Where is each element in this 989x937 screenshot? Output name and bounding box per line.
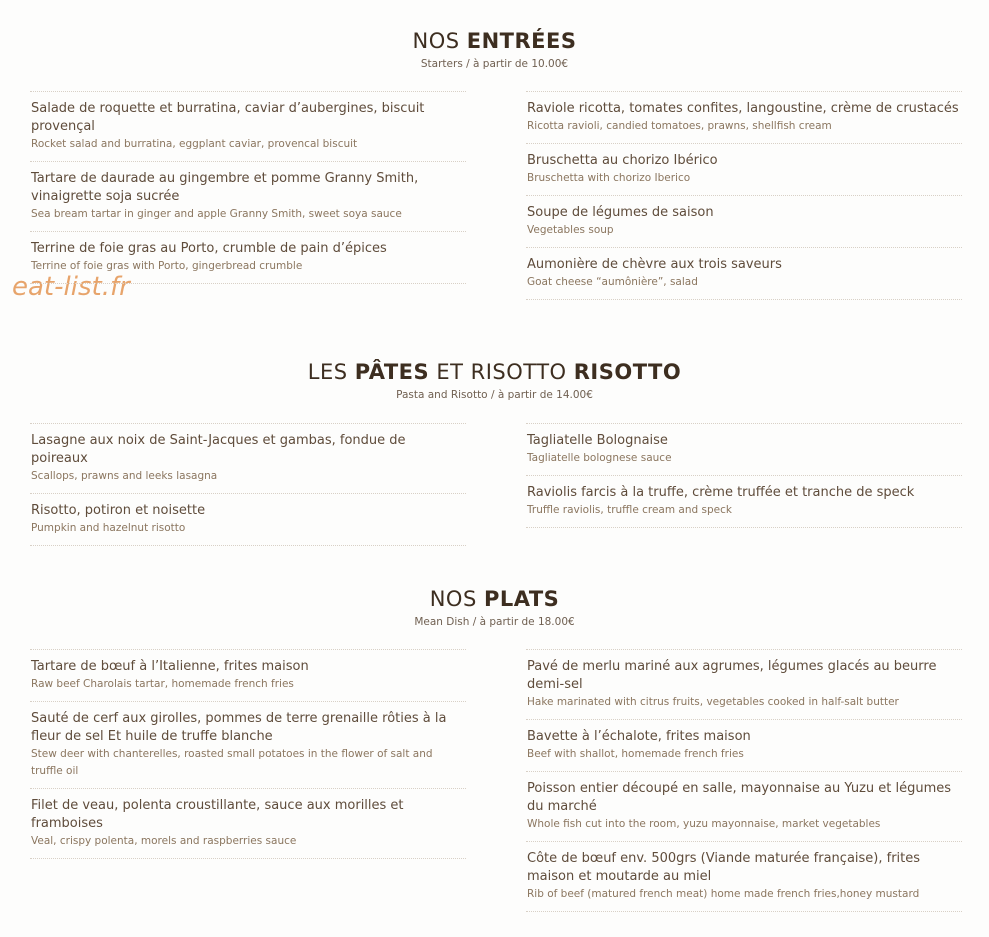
dish-description: Ricotta ravioli, candied tomatoes, prawns, shellfish cream xyxy=(527,120,832,132)
section-subtitle: Mean Dish / à partir de 18.00€ xyxy=(414,616,575,628)
dish-name: Bavette à l’échalote, frites maison xyxy=(527,729,751,744)
section-subtitle: Pasta and Risotto / à partir de 14.00€ xyxy=(396,389,593,401)
menu-item xyxy=(526,475,962,528)
left-column xyxy=(30,91,466,284)
left-column xyxy=(30,649,466,859)
watermark-logo: eat-list.fr xyxy=(12,272,130,302)
dish-description: Rib of beef (matured french meat) home made french fries,honey mustard xyxy=(527,888,920,900)
section-subtitle: Starters / à partir de 10.00€ xyxy=(420,58,569,70)
menu-item xyxy=(526,247,962,300)
menu-item xyxy=(526,91,962,143)
dish-name: Terrine de foie gras au Porto, crumble de pain d’épices xyxy=(31,241,387,256)
dish-description: Terrine of foie gras with Porto, gingerbread crumble xyxy=(31,260,303,272)
menu-item xyxy=(526,195,962,247)
menu-item xyxy=(30,701,466,788)
section-plats xyxy=(0,586,989,629)
menu-item xyxy=(30,649,466,701)
dish-name: Sauté de cerf aux girolles, pommes de terre grenaille rôties à la fleur de sel Et huile de truffe blanche xyxy=(31,711,447,744)
right-column xyxy=(526,649,962,912)
dish-name: Filet de veau, polenta croustillante, sauce aux morilles et framboises xyxy=(31,798,404,831)
menu-item xyxy=(526,423,962,475)
dish-description: Raw beef Charolais tartar, homemade french fries xyxy=(31,678,294,690)
menu-item xyxy=(30,91,466,161)
dish-name: Pavé de merlu mariné aux agrumes, légumes glacés au beurre demi-sel xyxy=(527,659,937,692)
section-pates xyxy=(0,359,989,402)
dish-description: Scallops, prawns and leeks lasagna xyxy=(31,470,218,482)
section-title: NOS ENTRÉES xyxy=(412,29,577,53)
dish-description: Goat cheese “aumônière”, salad xyxy=(527,276,698,288)
dish-description: Rocket salad and burratina, eggplant caviar, provencal biscuit xyxy=(31,138,358,150)
dish-name: Salade de roquette et burratina, caviar d’aubergines, biscuit provençal xyxy=(31,101,425,134)
dish-description: Truffle raviolis, truffle cream and speck xyxy=(527,504,732,516)
dish-description: Stew deer with chanterelles, roasted small potatoes in the flower of salt and truffle oil xyxy=(31,748,433,777)
section-header xyxy=(0,359,989,402)
dish-description: Vegetables soup xyxy=(527,224,614,236)
dish-name: Côte de bœuf env. 500grs (Viande maturée française), frites maison et moutarde au miel xyxy=(527,851,921,884)
section-title: LES PÂTES ET RISOTTO RISOTTO xyxy=(307,360,682,384)
menu-item xyxy=(526,649,962,719)
dish-name: Tartare de daurade au gingembre et pomme Granny Smith, vinaigrette soja sucrée xyxy=(31,171,419,204)
dish-description: Hake marinated with citrus fruits, vegetables cooked in half-salt butter xyxy=(527,696,899,708)
menu-item xyxy=(30,493,466,546)
menu-item xyxy=(30,161,466,231)
dish-name: Tartare de bœuf à l’Italienne, frites maison xyxy=(31,659,309,674)
menu-item xyxy=(526,143,962,195)
menu-item xyxy=(30,788,466,859)
menu-item xyxy=(30,231,466,284)
dish-name: Tagliatelle Bolognaise xyxy=(527,433,668,448)
section-header xyxy=(0,28,989,71)
menu-item xyxy=(30,423,466,493)
dish-name: Poisson entier découpé en salle, mayonnaise au Yuzu et légumes du marché xyxy=(527,781,952,814)
dish-description: Beef with shallot, homemade french fries xyxy=(527,748,744,760)
right-column xyxy=(526,423,962,528)
section-header xyxy=(0,586,989,629)
menu-item xyxy=(526,719,962,771)
dish-name: Bruschetta au chorizo Ibérico xyxy=(527,153,718,168)
dish-name: Aumonière de chèvre aux trois saveurs xyxy=(527,257,782,272)
dish-name: Raviolis farcis à la truffe, crème truffée et tranche de speck xyxy=(527,485,915,500)
dish-name: Soupe de légumes de saison xyxy=(527,205,714,220)
section-entrees xyxy=(0,28,989,71)
menu-item xyxy=(526,771,962,841)
dish-description: Veal, crispy polenta, morels and raspberries sauce xyxy=(31,835,297,847)
left-column xyxy=(30,423,466,546)
menu-item xyxy=(526,841,962,912)
dish-name: Risotto, potiron et noisette xyxy=(31,503,206,518)
dish-name: Raviole ricotta, tomates confites, langoustine, crème de crustacés xyxy=(527,101,959,116)
dish-description: Sea bream tartar in ginger and apple Granny Smith, sweet soya sauce xyxy=(31,208,402,220)
dish-name: Lasagne aux noix de Saint-Jacques et gambas, fondue de poireaux xyxy=(31,433,406,466)
right-column xyxy=(526,91,962,300)
dish-description: Pumpkin and hazelnut risotto xyxy=(31,522,186,534)
dish-description: Tagliatelle bolognese sauce xyxy=(527,452,672,464)
dish-description: Whole fish cut into the room, yuzu mayonnaise, market vegetables xyxy=(527,818,881,830)
dish-description: Bruschetta with chorizo Iberico xyxy=(527,172,691,184)
section-title: NOS PLATS xyxy=(429,587,560,611)
